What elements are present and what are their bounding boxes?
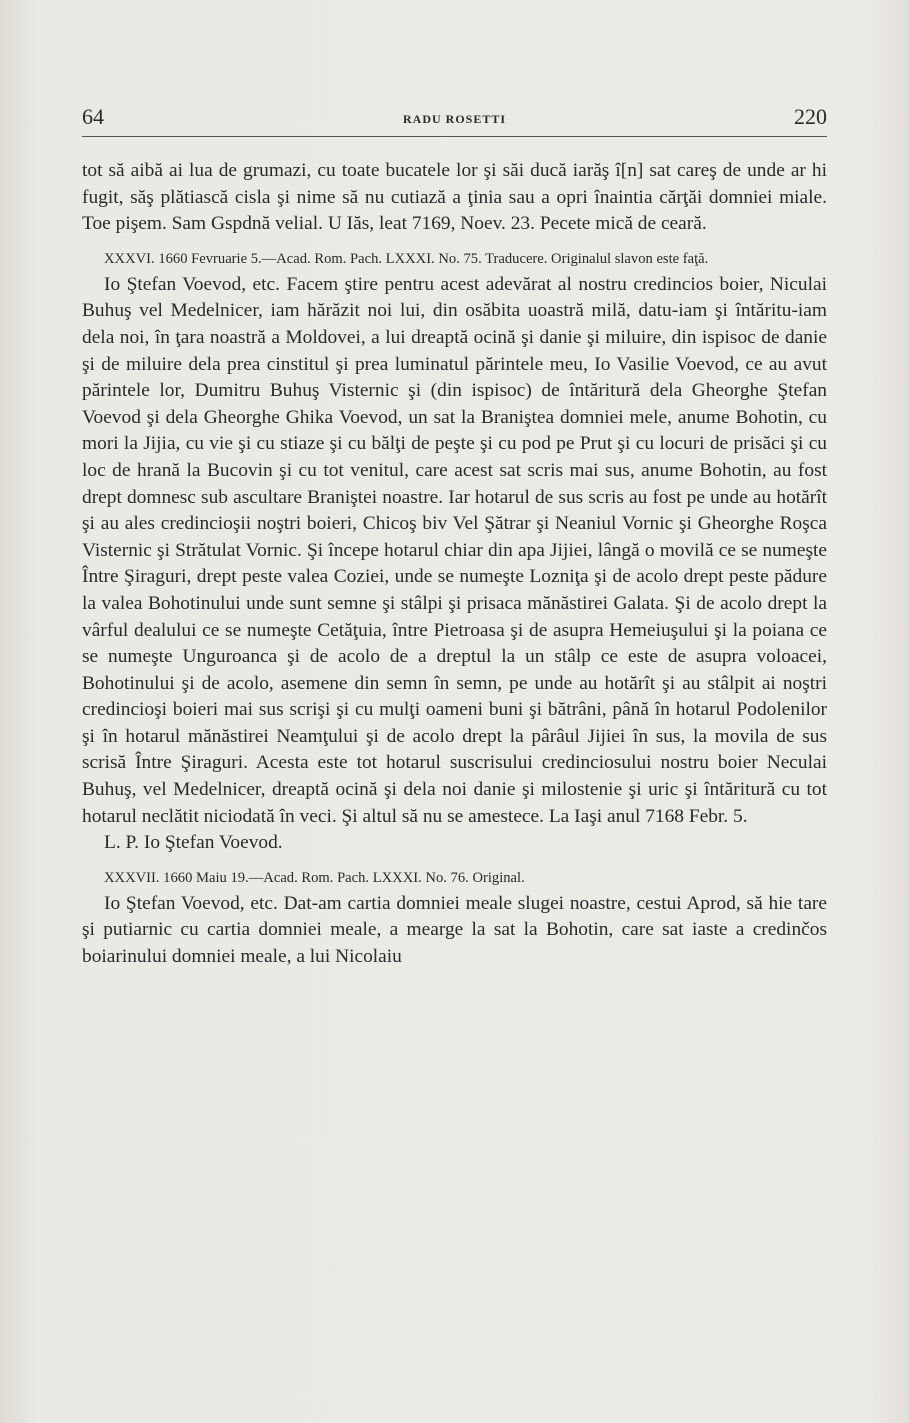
page-body [82, 158, 827, 971]
source-citation: XXXVII. 1660 Maiu 19.—Acad. Rom. Pach. LXXXI. No. 76. Original. [104, 869, 525, 886]
running-title: RADU ROSETTI [402, 112, 507, 126]
document-number: 220 [794, 104, 827, 129]
source-citation: XXXVI. 1660 Fevruarie 5.—Acad. Rom. Pach. LXXXI. No. 75. Traducere. Originalul slavon este faţă. [104, 250, 709, 267]
body-paragraph: tot să aibă ai lua de grumazi, cu toate bucatele lor şi săi ducă iarăş î[n] sat careş de unde ar hi fugit, săş plătiască cisla şi nime să nu cutiază a ţinia sau a opri înaintia cărţăi domniei miale. Toe pişem. Sam Gspdnă velial. U Iăs, leat 7169, Noev. 23. Pecete mică de ceară. [82, 160, 827, 235]
page-header [82, 102, 827, 137]
body-paragraph: Io Ştefan Voevod, etc. Dat-am cartia domniei meale slugei noastre, cestui Aprod, să hie tare şi putiarnic cu cartia domniei meale, a mearge la sat la Bohotin, care sat iaste a credinčos boiarinului domniei meale, a lui Nicolaiu [82, 892, 827, 968]
signature-line: L. P. Io Ştefan Voevod. [104, 832, 283, 854]
body-paragraph: Io Ştefan Voevod, etc. Facem ştire pentru acest adevărat al nostru credincios boier, Niculai Buhuş vel Medelnicer, iam hărăzit noi lui, din osăbita uoastră milă, datu-iam şi întăritu-iam dela noi, în ţara noastră a Moldovei, a lui dreaptă ocină şi danie şi miluire, din ispisoc de danie şi de miluire dela prea cinstitul şi prea luminatul părintele meu, Io Vasilie Voevod, ce au avut părintele lor, Dumitru Buhuş Visternic şi (din ispisoc) de întăritură dela Gheorghe Ştefan Voevod şi dela Gheorghe Ghika Voevod, un sat la Braniştea domniei mele, anume Bohotin, cu mori la Jijia, cu vie şi cu stiaze şi cu bălţi de peşte şi cu pod pe Prut şi cu locuri de prisăci şi cu loc de hrană la Bucovin şi cu tot venitul, care acest sat scris mai sus, anume Bohotin, au fost drept domnesc sub ascultare Braniştei noastre. Iar hotarul de sus scris au fost pe unde au hotărît şi au ales credincioşii noştri boieri, Chicoş biv Vel Şătrar şi Neaniul Vornic şi Gheorghe Roşca Visternic şi Strătulat Vornic. Şi începe hotarul chiar din apa Jijiei, lângă o movilă ce se numeşte Între Şiraguri, drept peste valea Coziei, unde se numeşte Lozniţa şi de acolo drept peste pădure la valea Bohotinului unde sunt semne şi stâlpi şi prisaca mănăstirei Galata. Şi de acolo drept la vârful dealului ce se numeşte Cetăţuia, între Pietroasa şi de asupra Hemeiuşului şi la poiana ce se numeşte Unguroanca şi de acolo de a dreptul la un stâlp ce este de asupra voloacei, Bohotinului şi de acolo, asemene din semn în semn, pe unde au hotărît şi au stâlpit ai noştri credincioşi boieri mai sus scrişi şi cu mulţi oameni buni şi bătrâni, până în hotarul Podolenilor şi în hotarul mănăstirei Neamţului şi de acolo drept la pârâul Jijiei în sus, la movila de sus scrisă Între Şiraguri. Acesta este tot hotarul suscrisului credinciosului nostru boier Neculai Buhuş, vel Medelnicer, dreaptă ocină şi dela noi danie şi milostenie şi uric şi întăritură cu tot hotarul neclătit niciodată în veci. Şi altul să nu se amestece. La Iaşi anul 7168 Febr. 5. [82, 273, 827, 827]
page-number: 64 [82, 104, 104, 129]
